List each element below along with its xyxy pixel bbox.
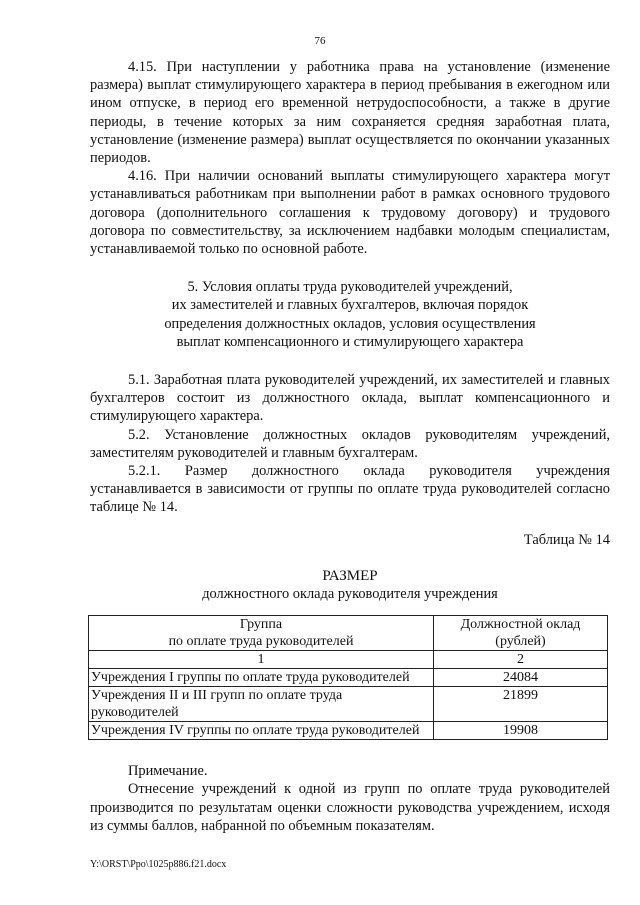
header-group-line2: по оплате труда руководителей: [168, 634, 354, 650]
header-group-line1: Группа: [239, 617, 283, 633]
table-row: [89, 669, 608, 687]
group-cell: Учреждения II и III групп по оплате труда руководителей: [89, 687, 434, 722]
header-salary-line2: (рублей): [495, 634, 546, 650]
section-title-line: выплат компенсационного и стимулирующего характера: [176, 333, 524, 350]
note-label: Примечание.: [128, 763, 208, 780]
salary-cell: 24084: [434, 669, 608, 687]
paragraph-4-15: 4.15. При наступлении у работника права на установление (изменение размера) выплат стимулирующего характера в период пребывания в ежегодном или ином отпуске, в период его временной нетрудоспособности, а также в другие периоды, в течение которых за ним сохраняется средняя заработная плата, установление (изменение размера) выплат осуществляется по окончании указанных периодов.: [90, 59, 610, 167]
header-salary-cell: [434, 616, 608, 651]
section-title-line: определения должностных окладов, условия осуществления: [164, 315, 536, 332]
header-salary-line1: Должностной оклад: [460, 617, 581, 633]
index-cell-1: 1: [89, 651, 434, 669]
section-5-title: [90, 278, 610, 351]
note-text: Отнесение учреждений к одной из групп по оплате труда руководителей производится по результатам оценки сложности руководства учреждением, исходя из суммы баллов, набранной по объемным показателям.: [90, 781, 610, 834]
paragraph-5-1: 5.1. Заработная плата руководителей учреждений, их заместителей и главных бухгалтеров состоит из должностного оклада, выплат компенсационного и стимулирующего характера.: [90, 372, 610, 425]
salary-table: [88, 615, 608, 740]
table-row: [89, 722, 608, 740]
section-title-line: их заместителей и главных бухгалтеров, включая порядок: [171, 297, 529, 314]
header-group-cell: [89, 616, 434, 651]
note-block: [90, 762, 610, 835]
document-body: [90, 58, 610, 835]
salary-cell: 19908: [434, 722, 608, 740]
table-row: [89, 687, 608, 722]
paragraph-5-2: 5.2. Установление должностных окладов руководителям учреждений, заместителям руководителей и главным бухгалтерам.: [90, 426, 610, 461]
footer-file-path: Y:\ORST\Ppo\1025p886.f21.docx: [90, 859, 227, 870]
group-cell: Учреждения I группы по оплате труда руководителей: [89, 669, 434, 687]
section-title-line: 5. Условия оплаты труда руководителей учреждений,: [187, 279, 513, 296]
table-subtitle: должностного оклада руководителя учреждения: [202, 586, 498, 603]
salary-cell: 21899: [434, 687, 608, 722]
table-header-row: [89, 616, 608, 651]
table-label: Таблица № 14: [523, 531, 610, 548]
page-number: 76: [314, 35, 326, 47]
table-title: РАЗМЕР: [322, 567, 378, 584]
index-cell-2: 2: [434, 651, 608, 669]
group-cell: Учреждения IV группы по оплате труда руководителей: [89, 722, 434, 740]
table-index-row: [89, 651, 608, 669]
paragraph-4-16: 4.16. При наличии оснований выплаты стимулирующего характера могут устанавливаться работникам при выполнении работ в рамках основного трудового договора (дополнительного соглашения к трудовому договору) и трудового договора по совместительству, за исключением надбавки молодым специалистам, устанавливаемой только по основной работе.: [90, 168, 610, 258]
paragraph-5-2-1: 5.2.1. Размер должностного оклада руководителя учреждения устанавливается в зависимости от группы по оплате труда руководителей согласно таблице № 14.: [90, 463, 610, 516]
